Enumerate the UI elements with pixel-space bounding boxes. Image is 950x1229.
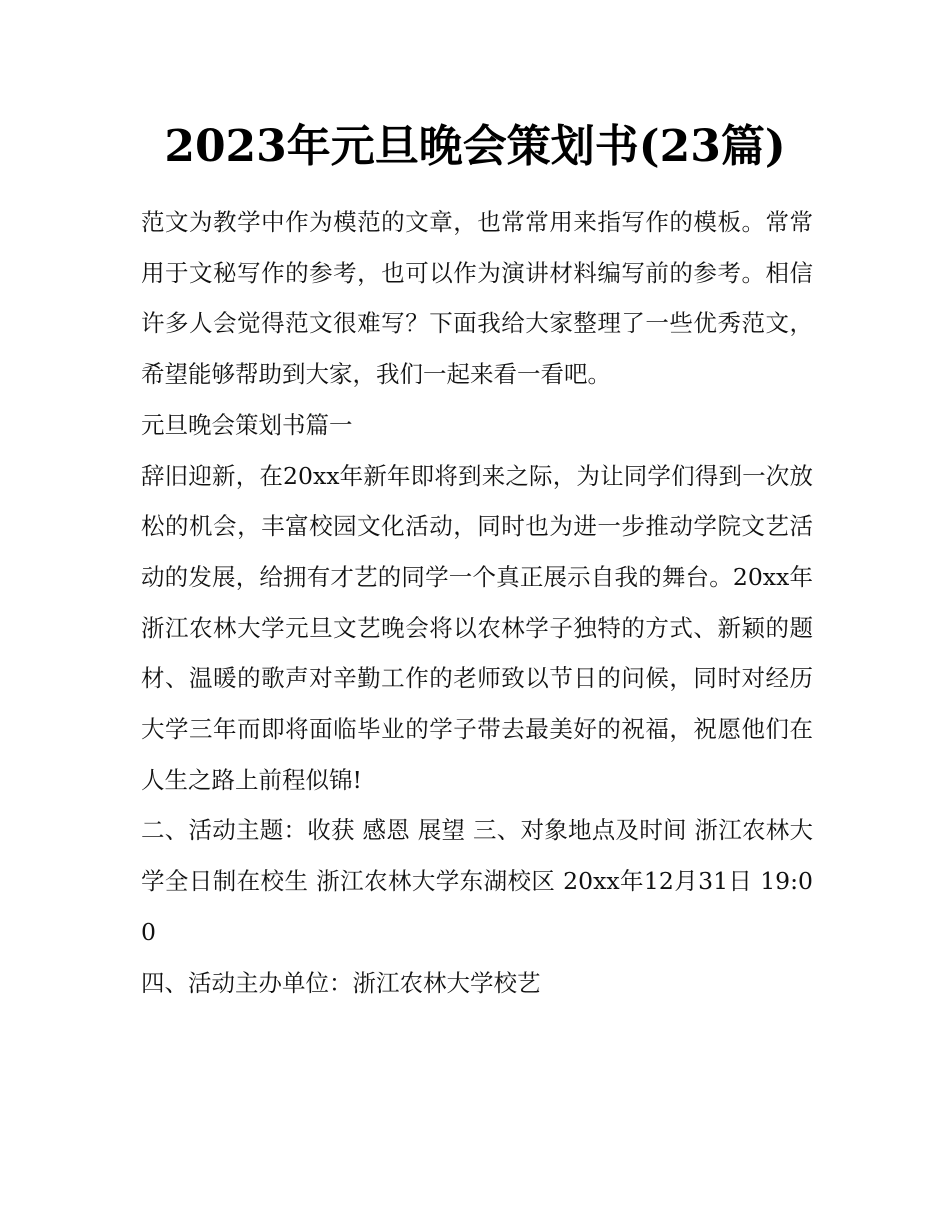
theme-time-paragraph: 二、活动主题：收获 感恩 展望 三、对象地点及时间 浙江农林大学全日制在校生 浙江农林大学东湖校区 20xx年12月31日 19:00 bbox=[141, 816, 813, 946]
document-body bbox=[141, 197, 813, 1008]
organizer-paragraph: 四、活动主办单位：浙江农林大学校艺 bbox=[141, 968, 541, 997]
section-heading: 元旦晚会策划书篇一 bbox=[141, 410, 353, 439]
intro-paragraph: 范文为教学中作为模范的文章，也常常用来指写作的模板。常常用于文秘写作的参考，也可以作为演讲材料编写前的参考。相信许多人会觉得范文很难写？下面我给大家整理了一些优秀范文，希望能够帮助到大家，我们一起来看一看吧。 bbox=[141, 208, 813, 389]
document-title: 2023年元旦晚会策划书(23篇) bbox=[164, 121, 786, 172]
background-paragraph: 辞旧迎新，在20xx年新年即将到来之际，为让同学们得到一次放松的机会，丰富校园文化活动，同时也为进一步推动学院文艺活动的发展，给拥有才艺的同学一个真正展示自我的舞台。20xx年浙江农林大学元旦文艺晚会将以农林学子独特的方式、新颖的题材、温暖的歌声对辛勤工作的老师致以节日的问候，同时对经历大学三年而即将面临毕业的学子带去最美好的祝福，祝愿他们在人生之路上前程似锦! bbox=[141, 461, 813, 794]
